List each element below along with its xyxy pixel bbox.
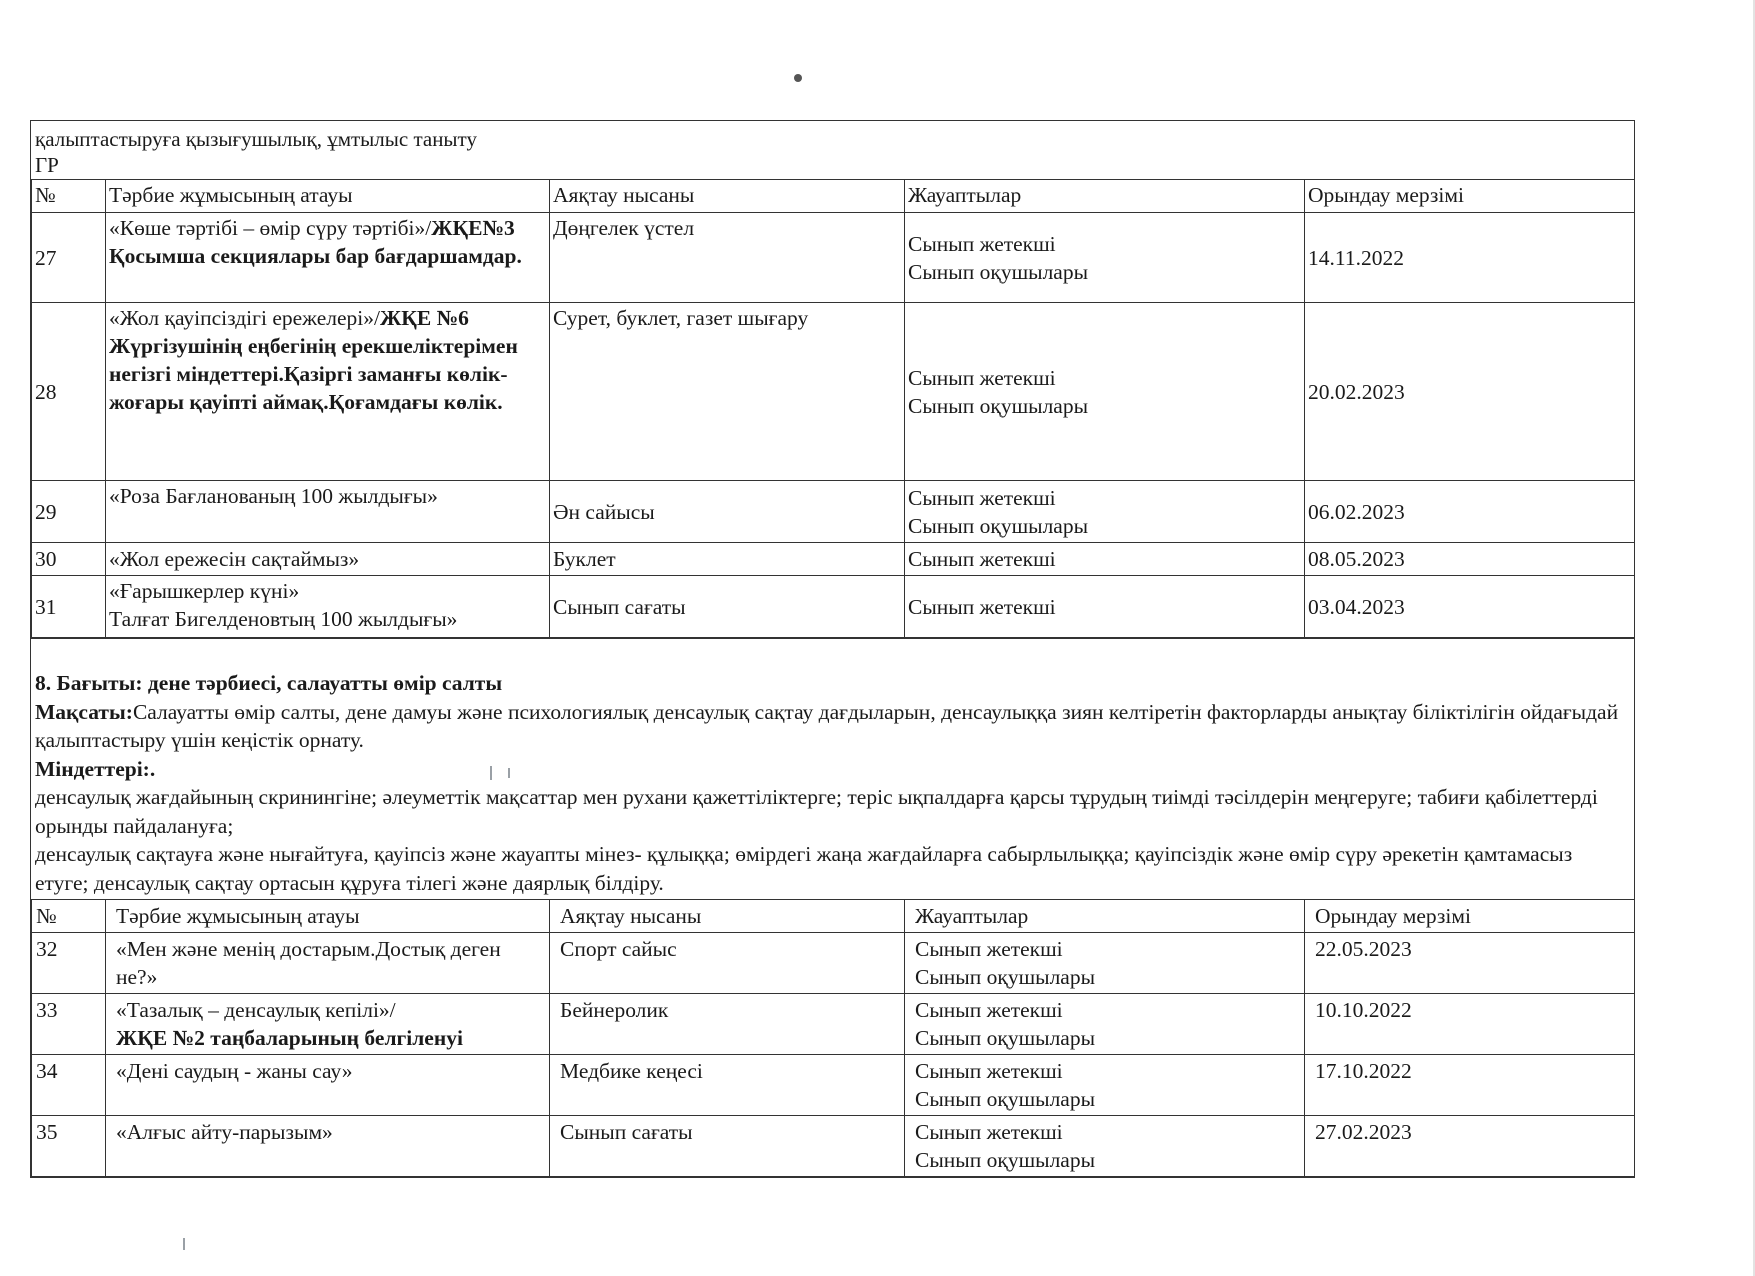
responsible-2: Сынып оқушылары xyxy=(908,393,1089,418)
table-row xyxy=(32,1055,1635,1116)
row-date: 10.10.2022 xyxy=(1305,994,1635,1055)
row-form: Бейнеролик xyxy=(550,994,905,1055)
row-form: Сынып сағаты xyxy=(550,1116,905,1177)
row-num: 33 xyxy=(32,994,106,1055)
responsible-1: Сынып жетекші xyxy=(908,365,1056,390)
header-name: Тәрбие жұмысының атауы xyxy=(106,180,550,213)
header-name: Тәрбие жұмысының атауы xyxy=(106,900,550,933)
row-name-text: «Көше тәртібі – өмір сүру тәртібі»/ xyxy=(109,216,432,240)
section-title: 8. Бағыты: дене тәрбиесі, салауатты өмір салты xyxy=(35,671,503,695)
row-date: 20.02.2023 xyxy=(1305,303,1635,481)
row-form: Спорт сайыс xyxy=(550,933,905,994)
responsible-1: Сынып жетекші xyxy=(915,1120,1063,1144)
row-form: Сынып сағаты xyxy=(550,576,905,638)
row-form: Буклет xyxy=(550,543,905,576)
row-date: 17.10.2022 xyxy=(1305,1055,1635,1116)
row-name-text: «Тазалық – денсаулық кепілі»/ xyxy=(116,998,396,1022)
responsible-2: Сынып оқушылары xyxy=(915,965,1096,989)
top-note-line1: қалыптастыруға қызығушылық, ұмтылыс таныту xyxy=(35,127,477,151)
row-name xyxy=(106,213,550,303)
row-date: 27.02.2023 xyxy=(1305,1116,1635,1177)
goal-label: Мақсаты: xyxy=(35,699,133,724)
section-goal xyxy=(35,698,1630,755)
row-name xyxy=(106,994,550,1055)
top-note xyxy=(31,121,1634,179)
row-name-text: «Роза Бағланованың 100 жылдығы» xyxy=(109,484,438,508)
row-name-line1: «Ғарышкерлер күні» xyxy=(109,579,300,603)
responsible-1: Сынып жетекші xyxy=(915,998,1063,1022)
row-num: 34 xyxy=(32,1055,106,1116)
row-name-bold: ЖҚЕ№3 Қосымша секциялары бар бағдаршамдар. xyxy=(109,216,522,268)
row-form: Дөңгелек үстел xyxy=(550,213,905,303)
row-form: Сурет, буклет, газет шығару xyxy=(550,303,905,481)
row-responsible xyxy=(905,994,1305,1055)
row-responsible xyxy=(905,933,1305,994)
header-num: № xyxy=(32,900,106,933)
row-date: 03.04.2023 xyxy=(1305,576,1635,638)
row-responsible: Сынып жетекші xyxy=(905,543,1305,576)
row-date: 08.05.2023 xyxy=(1305,543,1635,576)
row-name-text: «Жол қауіпсіздігі ережелері»/ xyxy=(109,306,380,330)
row-name xyxy=(106,576,550,638)
row-num: 31 xyxy=(32,576,106,638)
top-note-line2: ГР xyxy=(35,153,59,177)
responsible-1: Сынып жетекші xyxy=(915,937,1063,961)
row-num: 28 xyxy=(32,303,106,481)
row-responsible xyxy=(905,1055,1305,1116)
row-name: «Жол ережесін сақтаймыз» xyxy=(106,543,550,576)
activities-table-1 xyxy=(31,179,1635,638)
responsible-2: Сынып оқушылары xyxy=(915,1148,1096,1172)
header-responsible: Жауаптылар xyxy=(905,900,1305,933)
header-num: № xyxy=(32,180,106,213)
row-name xyxy=(106,481,550,543)
responsible-1: Сынып жетекші xyxy=(908,231,1056,256)
activities-table-2 xyxy=(31,899,1635,1177)
header-form: Аяқтау нысаны xyxy=(550,900,905,933)
responsible-2: Сынып оқушылары xyxy=(915,1026,1096,1050)
row-name: «Мен және менің достарым.Достық деген не?» xyxy=(106,933,550,994)
scan-mark xyxy=(183,1238,185,1250)
row-num: 27 xyxy=(32,213,106,303)
row-date: 14.11.2022 xyxy=(1305,213,1635,303)
row-form: Медбике кеңесі xyxy=(550,1055,905,1116)
row-form: Ән сайысы xyxy=(550,481,905,543)
row-name: «Дені саудың - жаны сау» xyxy=(106,1055,550,1116)
responsible-1: Сынып жетекші xyxy=(908,485,1056,510)
row-name xyxy=(106,303,550,481)
row-num: 35 xyxy=(32,1116,106,1177)
table-row xyxy=(32,933,1635,994)
responsible-2: Сынып оқушылары xyxy=(908,513,1089,538)
header-form: Аяқтау нысаны xyxy=(550,180,905,213)
tasks-label: Міндеттері:. xyxy=(35,756,156,781)
row-responsible: Сынып жетекші xyxy=(905,576,1305,638)
table-row xyxy=(32,213,1635,303)
table-row xyxy=(32,576,1635,638)
row-name-line2: Талғат Бигелденовтың 100 жылдығы» xyxy=(109,607,458,631)
row-num: 29 xyxy=(32,481,106,543)
document-frame xyxy=(30,120,1635,1178)
tasks-text-1: денсаулық жағдайының скринингіне; әлеуметтік мақсаттар мен рухани қажеттіліктерге; теріс ықпалдарға қарсы тұрудың тиімді тәсілдерін меңгеруге; табиғи қабілеттерді орынды пайдалануға; xyxy=(35,785,1598,838)
header-date: Орындау мерзімі xyxy=(1305,900,1635,933)
row-responsible xyxy=(905,303,1305,481)
table-header-row xyxy=(32,900,1635,933)
row-name-bold: ЖҚЕ №6 Жүргізушінің еңбегінің ерекшеліктерімен негізгі міндеттері.Қазіргі заманғы көлік- жоғары қауіпті аймақ.Қоғамдағы көлік. xyxy=(109,306,518,414)
table-row xyxy=(32,1116,1635,1177)
table-row xyxy=(32,994,1635,1055)
row-name-bold: ЖҚЕ №2 таңбаларының белгіленуі xyxy=(116,1026,463,1050)
responsible-2: Сынып оқушылары xyxy=(915,1087,1096,1111)
row-date: 22.05.2023 xyxy=(1305,933,1635,994)
table-header-row xyxy=(32,180,1635,213)
scan-dot xyxy=(794,74,802,82)
table-row xyxy=(32,481,1635,543)
row-responsible xyxy=(905,481,1305,543)
header-responsible: Жауаптылар xyxy=(905,180,1305,213)
row-date: 06.02.2023 xyxy=(1305,481,1635,543)
row-num: 32 xyxy=(32,933,106,994)
goal-text: Салауатты өмір салты, дене дамуы және психологиялық денсаулық сақтау дағдыларын, денсаулыққа зиян келтіретін факторларды анықтау біліктілігін ойдағыдай қалыптастыру үшін кеңістік орнату. xyxy=(35,699,1619,752)
responsible-2: Сынып оқушылары xyxy=(908,259,1089,284)
section-8 xyxy=(31,638,1634,897)
tasks-text-2: денсаулық сақтауға және нығайтуға, қауіпсіз және жауапты мінез- құлыққа; өмірдегі жаңа жағдайларға сабырлылыққа; қауіпсіздік және өмір сүру әрекетін қамтамасыз етуге; денсаулық сақтау ортасын құруға тілегі және даярлық білдіру. xyxy=(35,842,1573,895)
row-num: 30 xyxy=(32,543,106,576)
responsible-1: Сынып жетекші xyxy=(915,1059,1063,1083)
table-row xyxy=(32,543,1635,576)
row-responsible xyxy=(905,213,1305,303)
table-row xyxy=(32,303,1635,481)
row-responsible xyxy=(905,1116,1305,1177)
header-date: Орындау мерзімі xyxy=(1305,180,1635,213)
row-name: «Алғыс айту-парызым» xyxy=(106,1116,550,1177)
